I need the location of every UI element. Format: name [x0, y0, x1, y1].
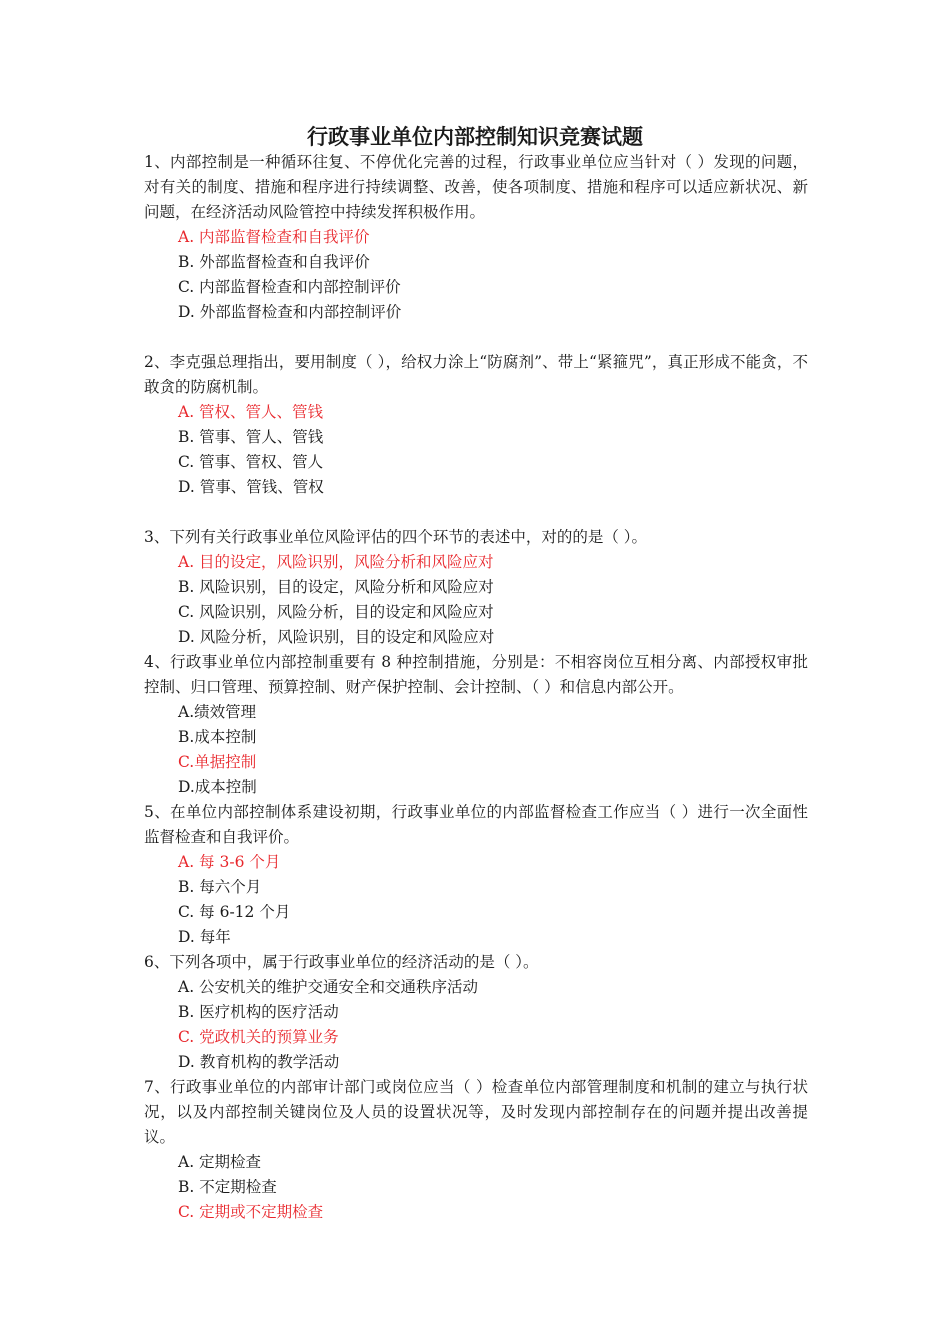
option: D. 每年 [178, 928, 231, 946]
option: C. 内部监督检查和内部控制评价 [178, 278, 401, 296]
option-correct: A. 内部监督检查和自我评价 [178, 228, 370, 246]
option: D. 教育机构的教学活动 [178, 1053, 340, 1071]
question-stem: 7、行政事业单位的内部审计部门或岗位应当（ ）检查单位内部管理制度和机制的建立与执行状况，以及内部控制关键岗位及人员的设置状况等，及时发现内部控制存在的问题并提出改善提议。 [144, 1078, 808, 1146]
option: B. 外部监督检查和自我评价 [178, 253, 370, 271]
spacer [144, 500, 808, 525]
option: C. 每 6-12 个月 [178, 903, 291, 921]
question-2 [144, 350, 808, 525]
spacer [144, 325, 808, 350]
question-4 [144, 650, 808, 800]
option: A. 公安机关的维护交通安全和交通秩序活动 [178, 978, 479, 996]
option: D.成本控制 [178, 778, 257, 796]
option: C. 管事、管权、管人 [178, 453, 324, 471]
option: B. 每六个月 [178, 878, 262, 896]
option-list [144, 225, 808, 325]
question-stem: 1、内部控制是一种循环往复、不停优化完善的过程，行政事业单位应当针对（ ）发现的问题，对有关的制度、措施和程序进行持续调整、改善，使各项制度、措施和程序可以适应新状况、新问题，在经济活动风险管控中持续发挥积极作用。 [144, 153, 808, 221]
question-stem: 4、行政事业单位内部控制重要有 8 种控制措施，分别是：不相容岗位互相分离、内部授权审批控制、归口管理、预算控制、财产保护控制、会计控制、（ ）和信息内部公开。 [144, 653, 808, 696]
option: A. 定期检查 [178, 1153, 262, 1171]
option: C. 风险识别，风险分析，目的设定和风险应对 [178, 603, 494, 621]
option: D. 风险分析，风险识别，目的设定和风险应对 [178, 628, 495, 646]
question-7 [144, 1075, 808, 1225]
option: B. 医疗机构的医疗活动 [178, 1003, 339, 1021]
question-1 [144, 150, 808, 350]
option: D. 外部监督检查和内部控制评价 [178, 303, 402, 321]
option-list [144, 550, 808, 650]
option: B. 风险识别，目的设定，风险分析和风险应对 [178, 578, 494, 596]
question-5 [144, 800, 808, 950]
question-6 [144, 950, 808, 1075]
question-stem: 3、下列有关行政事业单位风险评估的四个环节的表述中，对的的是（ ）。 [144, 528, 648, 546]
page-title: 行政事业单位内部控制知识竞赛试题 [307, 124, 643, 149]
question-3 [144, 525, 808, 650]
question-list [144, 150, 808, 1225]
option-correct: A. 目的设定，风险识别，风险分析和风险应对 [178, 553, 494, 571]
option: B.成本控制 [178, 728, 257, 746]
option-correct: A. 管权、管人、管钱 [178, 403, 324, 421]
question-stem: 6、下列各项中，属于行政事业单位的经济活动的是（ ）。 [144, 953, 539, 971]
option: B. 不定期检查 [178, 1178, 277, 1196]
option-list [144, 400, 808, 500]
option: D. 管事、管钱、管权 [178, 478, 324, 496]
option-list [144, 700, 808, 800]
option: A.绩效管理 [178, 703, 257, 721]
option-correct: C. 定期或不定期检查 [178, 1203, 324, 1221]
option-list [144, 975, 808, 1075]
option-list [144, 850, 808, 950]
option-correct: C.单据控制 [178, 753, 257, 771]
option-list [144, 1150, 808, 1225]
option: B. 管事、管人、管钱 [178, 428, 324, 446]
option-correct: C. 党政机关的预算业务 [178, 1028, 339, 1046]
question-stem: 5、在单位内部控制体系建设初期，行政事业单位的内部监督检查工作应当（ ）进行一次全面性监督检查和自我评价。 [144, 803, 808, 846]
question-stem: 2、李克强总理指出，要用制度（ ），给权力涂上“防腐剂”、带上“紧箍咒”，真正形成不能贪，不敢贪的防腐机制。 [144, 353, 808, 396]
option-correct: A. 每 3-6 个月 [178, 853, 281, 871]
